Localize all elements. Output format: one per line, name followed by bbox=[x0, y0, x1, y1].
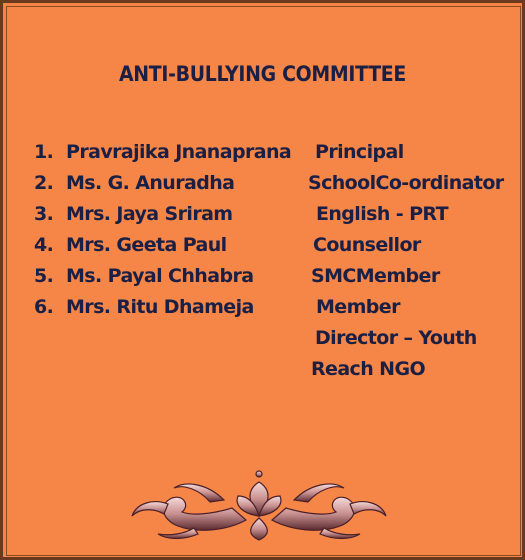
member-number: 5. bbox=[34, 265, 54, 287]
member-role-extra: Reach NGO bbox=[311, 358, 425, 380]
member-role: Principal bbox=[315, 141, 404, 163]
member-role: English - PRT bbox=[316, 203, 448, 225]
member-number: 4. bbox=[34, 234, 54, 256]
member-name: Mrs. Jaya Sriram bbox=[66, 203, 233, 225]
member-name: Ms. G. Anuradha bbox=[66, 172, 235, 194]
member-name: Mrs. Ritu Dhameja bbox=[66, 296, 254, 318]
member-number: 2. bbox=[34, 172, 54, 194]
member-role: SMCMember bbox=[311, 265, 440, 287]
member-role: Member bbox=[316, 296, 400, 318]
floral-ornament-icon bbox=[128, 464, 390, 542]
member-number: 1. bbox=[34, 141, 54, 163]
member-name: Mrs. Geeta Paul bbox=[66, 234, 227, 256]
member-role-extra: Director – Youth bbox=[315, 327, 477, 349]
member-number: 3. bbox=[34, 203, 54, 225]
member-role: SchoolCo-ordinator bbox=[308, 172, 504, 194]
member-name: Ms. Payal Chhabra bbox=[66, 265, 254, 287]
member-name: Pravrajika Jnanaprana bbox=[66, 141, 292, 163]
page-title: ANTI-BULLYING COMMITTEE bbox=[118, 62, 407, 86]
member-number: 6. bbox=[34, 296, 54, 318]
member-role: Counsellor bbox=[313, 234, 421, 256]
